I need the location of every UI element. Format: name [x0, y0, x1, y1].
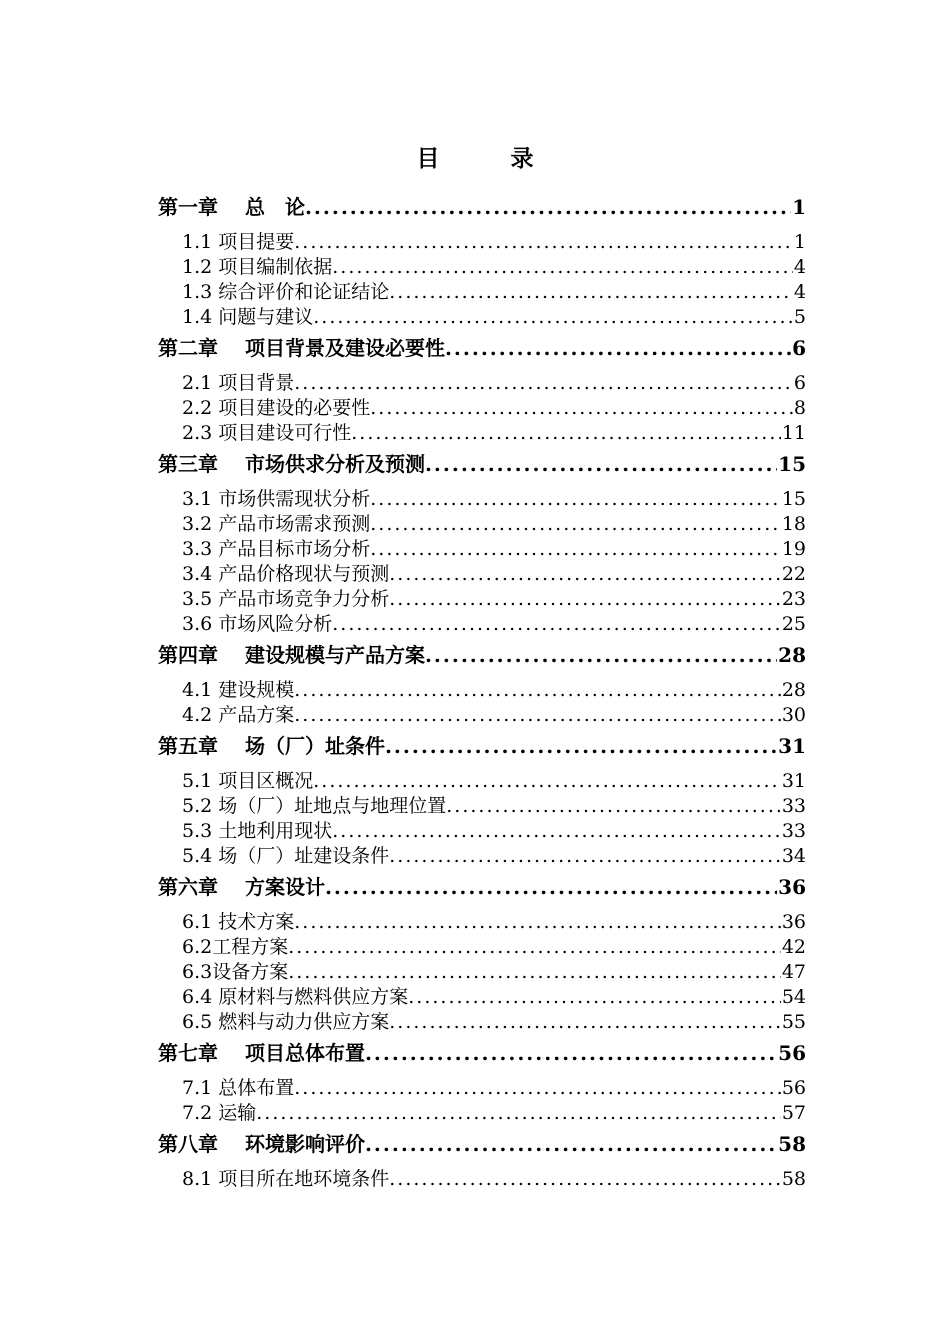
toc-page-number: 18: [781, 513, 806, 535]
toc-dot-leader: [445, 331, 791, 365]
toc-entry-label: 6.5 燃料与动力供应方案: [182, 1011, 390, 1033]
toc-chapter-entry[interactable]: [158, 331, 806, 365]
toc-dot-leader: [389, 280, 793, 305]
toc-dot-leader: [365, 1127, 777, 1161]
toc-entry-label: 5.3 土地利用现状: [182, 820, 333, 842]
table-of-contents: [158, 190, 806, 1192]
toc-page-number: 6: [792, 336, 806, 360]
toc-section-entry[interactable]: [158, 935, 806, 960]
toc-page-number: 1: [792, 195, 806, 219]
toc-chapter-entry[interactable]: [158, 729, 806, 763]
toc-entry-label: 第六章 方案设计: [158, 875, 325, 899]
toc-dot-leader: [389, 1167, 781, 1192]
toc-entry-label: 7.2 运输: [182, 1102, 257, 1124]
toc-dot-leader: [288, 935, 781, 960]
toc-entry-label: 第二章 项目背景及建设必要性: [158, 336, 445, 360]
toc-section-entry[interactable]: [158, 1076, 806, 1101]
toc-page-number: 4: [793, 256, 806, 278]
toc-page-number: 11: [781, 422, 806, 444]
toc-page-number: 28: [778, 643, 806, 667]
toc-section-entry[interactable]: [158, 612, 806, 637]
toc-dot-leader: [325, 870, 777, 904]
toc-chapter-entry[interactable]: [158, 190, 806, 224]
toc-dot-leader: [389, 1010, 781, 1035]
toc-dot-leader: [294, 1076, 781, 1101]
toc-entry-label: 3.5 产品市场竞争力分析: [182, 588, 390, 610]
toc-page-number: 6: [793, 372, 806, 394]
toc-entry-label: 第一章 总 论: [158, 195, 305, 219]
toc-dot-leader: [446, 794, 781, 819]
toc-entry-label: 7.1 总体布置: [182, 1077, 295, 1099]
toc-dot-leader: [256, 1101, 781, 1126]
toc-page-number: 36: [781, 911, 806, 933]
toc-entry-label: 2.2 项目建设的必要性: [182, 397, 371, 419]
toc-section-entry[interactable]: [158, 819, 806, 844]
toc-section-entry[interactable]: [158, 703, 806, 728]
toc-page-number: 42: [781, 936, 806, 958]
toc-entry-label: 3.4 产品价格现状与预测: [182, 563, 390, 585]
toc-dot-leader: [313, 305, 793, 330]
toc-entry-label: 第八章 环境影响评价: [158, 1132, 365, 1156]
toc-entry-label: 第三章 市场供求分析及预测: [158, 452, 425, 476]
toc-page-number: 47: [781, 961, 806, 983]
toc-dot-leader: [385, 729, 777, 763]
toc-section-entry[interactable]: [158, 794, 806, 819]
toc-page-number: 54: [781, 986, 806, 1008]
toc-entry-label: 1.1 项目提要: [182, 231, 295, 253]
toc-entry-label: 4.1 建设规模: [182, 679, 295, 701]
toc-chapter-entry[interactable]: [158, 870, 806, 904]
toc-section-entry[interactable]: [158, 960, 806, 985]
toc-page-number: 25: [781, 613, 806, 635]
toc-section-entry[interactable]: [158, 421, 806, 446]
toc-section-entry[interactable]: [158, 562, 806, 587]
toc-page-number: 22: [781, 563, 806, 585]
toc-section-entry[interactable]: [158, 396, 806, 421]
toc-entry-label: 5.1 项目区概况: [182, 770, 314, 792]
toc-dot-leader: [294, 371, 793, 396]
toc-entry-label: 8.1 项目所在地环境条件: [182, 1168, 390, 1190]
toc-entry-label: 6.4 原材料与燃料供应方案: [182, 986, 409, 1008]
toc-section-entry[interactable]: [158, 844, 806, 869]
toc-page-number: 23: [781, 588, 806, 610]
toc-dot-leader: [408, 985, 781, 1010]
toc-page-number: 58: [781, 1168, 806, 1190]
toc-section-entry[interactable]: [158, 910, 806, 935]
toc-page-number: 33: [781, 820, 806, 842]
toc-chapter-entry[interactable]: [158, 1036, 806, 1070]
toc-entry-label: 2.3 项目建设可行性: [182, 422, 352, 444]
toc-page-number: 55: [781, 1011, 806, 1033]
toc-entry-label: 3.1 市场供需现状分析: [182, 488, 371, 510]
toc-dot-leader: [389, 844, 781, 869]
toc-page-number: 4: [793, 281, 806, 303]
toc-section-entry[interactable]: [158, 255, 806, 280]
toc-dot-leader: [389, 587, 781, 612]
toc-page-number: 8: [793, 397, 806, 419]
toc-section-entry[interactable]: [158, 487, 806, 512]
toc-page-number: 56: [781, 1077, 806, 1099]
toc-page-number: 15: [781, 488, 806, 510]
toc-entry-label: 2.1 项目背景: [182, 372, 295, 394]
toc-chapter-entry[interactable]: [158, 1127, 806, 1161]
toc-section-entry[interactable]: [158, 1010, 806, 1035]
toc-entry-label: 5.2 场（厂）址地点与地理位置: [182, 795, 447, 817]
toc-dot-leader: [351, 421, 781, 446]
toc-page-number: 58: [778, 1132, 806, 1156]
toc-dot-leader: [294, 678, 781, 703]
toc-section-entry[interactable]: [158, 280, 806, 305]
toc-dot-leader: [332, 255, 793, 280]
toc-entry-label: 6.2工程方案: [182, 936, 289, 958]
toc-page-number: 34: [781, 845, 806, 867]
toc-chapter-entry[interactable]: [158, 447, 806, 481]
toc-entry-label: 第四章 建设规模与产品方案: [158, 643, 425, 667]
toc-section-entry[interactable]: [158, 1101, 806, 1126]
toc-section-entry[interactable]: [158, 678, 806, 703]
toc-entry-label: 4.2 产品方案: [182, 704, 295, 726]
toc-entry-label: 6.1 技术方案: [182, 911, 295, 933]
toc-section-entry[interactable]: [158, 587, 806, 612]
toc-dot-leader: [294, 703, 781, 728]
toc-page-number: 5: [793, 306, 806, 328]
toc-page-number: 31: [781, 770, 806, 792]
toc-dot-leader: [332, 612, 781, 637]
toc-page-number: 15: [778, 452, 806, 476]
toc-entry-label: 1.4 问题与建议: [182, 306, 314, 328]
toc-section-entry[interactable]: [158, 512, 806, 537]
toc-entry-label: 3.2 产品市场需求预测: [182, 513, 371, 535]
toc-entry-label: 第五章 场（厂）址条件: [158, 734, 385, 758]
toc-dot-leader: [294, 230, 793, 255]
toc-entry-label: 1.2 项目编制依据: [182, 256, 333, 278]
toc-entry-label: 3.6 市场风险分析: [182, 613, 333, 635]
toc-dot-leader: [425, 447, 777, 481]
toc-title: 目 录: [416, 145, 558, 172]
toc-dot-leader: [370, 512, 781, 537]
toc-section-entry[interactable]: [158, 371, 806, 396]
toc-page-number: 28: [781, 679, 806, 701]
toc-page-number: 56: [778, 1041, 806, 1065]
toc-entry-label: 1.3 综合评价和论证结论: [182, 281, 390, 303]
toc-section-entry[interactable]: [158, 1167, 806, 1192]
toc-entry-label: 3.3 产品目标市场分析: [182, 538, 371, 560]
toc-dot-leader: [313, 769, 781, 794]
toc-page-number: 33: [781, 795, 806, 817]
toc-dot-leader: [294, 910, 781, 935]
toc-dot-leader: [288, 960, 781, 985]
toc-entry-label: 6.3设备方案: [182, 961, 289, 983]
toc-section-entry[interactable]: [158, 985, 806, 1010]
toc-page-number: 36: [778, 875, 806, 899]
toc-page-number: 31: [778, 734, 806, 758]
toc-dot-leader: [425, 638, 777, 672]
toc-dot-leader: [370, 487, 781, 512]
toc-chapter-entry[interactable]: [158, 638, 806, 672]
toc-entry-label: 第七章 项目总体布置: [158, 1041, 365, 1065]
toc-page-number: 19: [781, 538, 806, 560]
toc-dot-leader: [332, 819, 781, 844]
toc-section-entry[interactable]: [158, 305, 806, 330]
toc-page-number: 30: [781, 704, 806, 726]
toc-dot-leader: [370, 396, 793, 421]
toc-page-number: 57: [781, 1102, 806, 1124]
toc-dot-leader: [365, 1036, 777, 1070]
toc-section-entry[interactable]: [158, 537, 806, 562]
toc-page-number: 1: [793, 231, 806, 253]
toc-section-entry[interactable]: [158, 769, 806, 794]
toc-dot-leader: [305, 190, 791, 224]
toc-section-entry[interactable]: [158, 230, 806, 255]
toc-dot-leader: [389, 562, 781, 587]
toc-entry-label: 5.4 场（厂）址建设条件: [182, 845, 390, 867]
toc-dot-leader: [370, 537, 781, 562]
